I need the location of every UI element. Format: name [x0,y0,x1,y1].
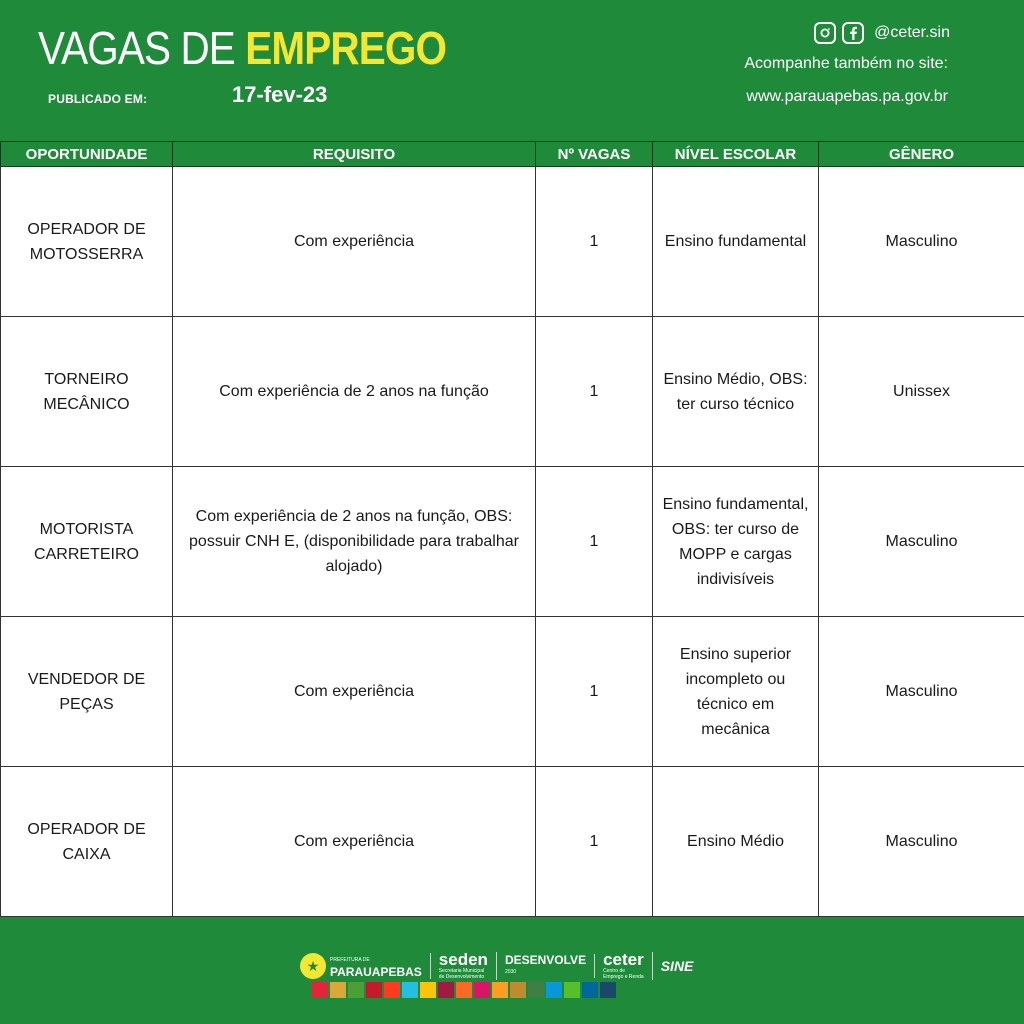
column-header-gender: GÊNERO [819,142,1024,167]
social-handle[interactable]: @ceter.sin [874,24,950,41]
ods-goal-tile [420,982,436,998]
ods-goal-tile [528,982,544,998]
logo-desenvolve-sub: 2030 [504,969,517,975]
ods-goal-tile [474,982,490,998]
facebook-icon[interactable] [842,22,864,44]
site-url[interactable]: www.parauapebas.pa.gov.br [746,88,948,105]
cell-gender: Masculino [819,467,1024,617]
ods-goal-tile [456,982,472,998]
cell-gender: Unissex [819,317,1024,467]
table-row [1,167,1024,317]
cell-education: Ensino fundamental [653,167,819,317]
cell-vacancies: 1 [536,167,653,317]
ods-goal-tile [510,982,526,998]
published-date: 17-fev-23 [232,82,328,107]
header-banner [0,0,1024,141]
logo-prefeitura-name: PARAUAPEBAS [330,965,422,979]
table-row [1,317,1024,467]
cell-education: Ensino Médio, OBS: ter curso técnico [653,317,819,467]
cell-vacancies: 1 [536,317,653,467]
ods-goal-tile [600,982,616,998]
instagram-icon[interactable] [814,22,836,44]
logo-desenvolve [505,954,595,978]
table-row [1,467,1024,617]
logo-ceter [603,952,653,980]
cell-requirement: Com experiência [173,167,536,317]
cell-opportunity: TORNEIRO MECÂNICO [1,317,173,467]
cell-opportunity: OPERADOR DE CAIXA [1,767,173,917]
ods-goal-tile [384,982,400,998]
ods-goal-tile [546,982,562,998]
ods-goal-tile [582,982,598,998]
logo-sine-name: SINE [660,958,694,974]
cell-requirement: Com experiência [173,617,536,767]
table-header-row [1,142,1024,167]
ods-goals-strip [312,982,616,998]
logo-sine [661,960,702,972]
cell-opportunity: VENDEDOR DE PEÇAS [1,617,173,767]
ods-goal-tile [438,982,454,998]
column-header-requirement: REQUISITO [173,142,536,167]
logo-ceter-name: ceter [603,950,644,969]
table-row [1,617,1024,767]
logo-prefeitura [300,953,431,979]
ods-goal-tile [348,982,364,998]
published-label: PUBLICADO EM: [48,92,148,106]
cell-requirement: Com experiência [173,767,536,917]
logo-seden-name: seden [438,950,488,969]
column-header-vacancies: Nº VAGAS [536,142,653,167]
cell-education: Ensino Médio [653,767,819,917]
ods-goal-tile [366,982,382,998]
logo-seden-sub: Secretaria Municipal de Desenvolvimento [438,968,485,980]
social-links [814,20,950,46]
cell-opportunity: OPERADOR DE MOTOSSERRA [1,167,173,317]
ods-goal-tile [492,982,508,998]
cell-gender: Masculino [819,167,1024,317]
footer-banner [0,917,1024,1024]
jobs-table [0,141,1024,917]
title-main: VAGAS DE [38,22,246,74]
logo-prefeitura-sub: PREFEITURA DE [330,957,370,963]
cell-requirement: Com experiência de 2 anos na função [173,317,536,467]
table-row [1,767,1024,917]
cell-education: Ensino fundamental, OBS: ter curso de MOPP e cargas indivisíveis [653,467,819,617]
cell-gender: Masculino [819,767,1024,917]
ods-goal-tile [564,982,580,998]
ods-goal-tile [330,982,346,998]
cell-requirement: Com experiência de 2 anos na função, OBS: possuir CNH E, (disponibilidade para trabalhar alojado) [173,467,536,617]
column-header-opportunity: OPORTUNIDADE [1,142,173,167]
cell-education: Ensino superior incompleto ou técnico em mecânica [653,617,819,767]
page-title [38,20,446,76]
star-icon: ★ [300,953,326,979]
cell-gender: Masculino [819,617,1024,767]
cell-vacancies: 1 [536,617,653,767]
logo-desenvolve-name: DESENVOLVE [504,953,587,967]
site-label: Acompanhe também no site: [744,55,948,72]
cell-opportunity: MOTORISTA CARRETEIRO [1,467,173,617]
logo-ceter-sub: Centro de Emprego e Renda [603,968,644,980]
cell-vacancies: 1 [536,467,653,617]
title-accent: EMPREGO [245,22,447,74]
ods-goal-tile [402,982,418,998]
logo-seden [439,952,497,980]
column-header-education: NÍVEL ESCOLAR [653,142,819,167]
ods-goal-tile [312,982,328,998]
cell-vacancies: 1 [536,767,653,917]
